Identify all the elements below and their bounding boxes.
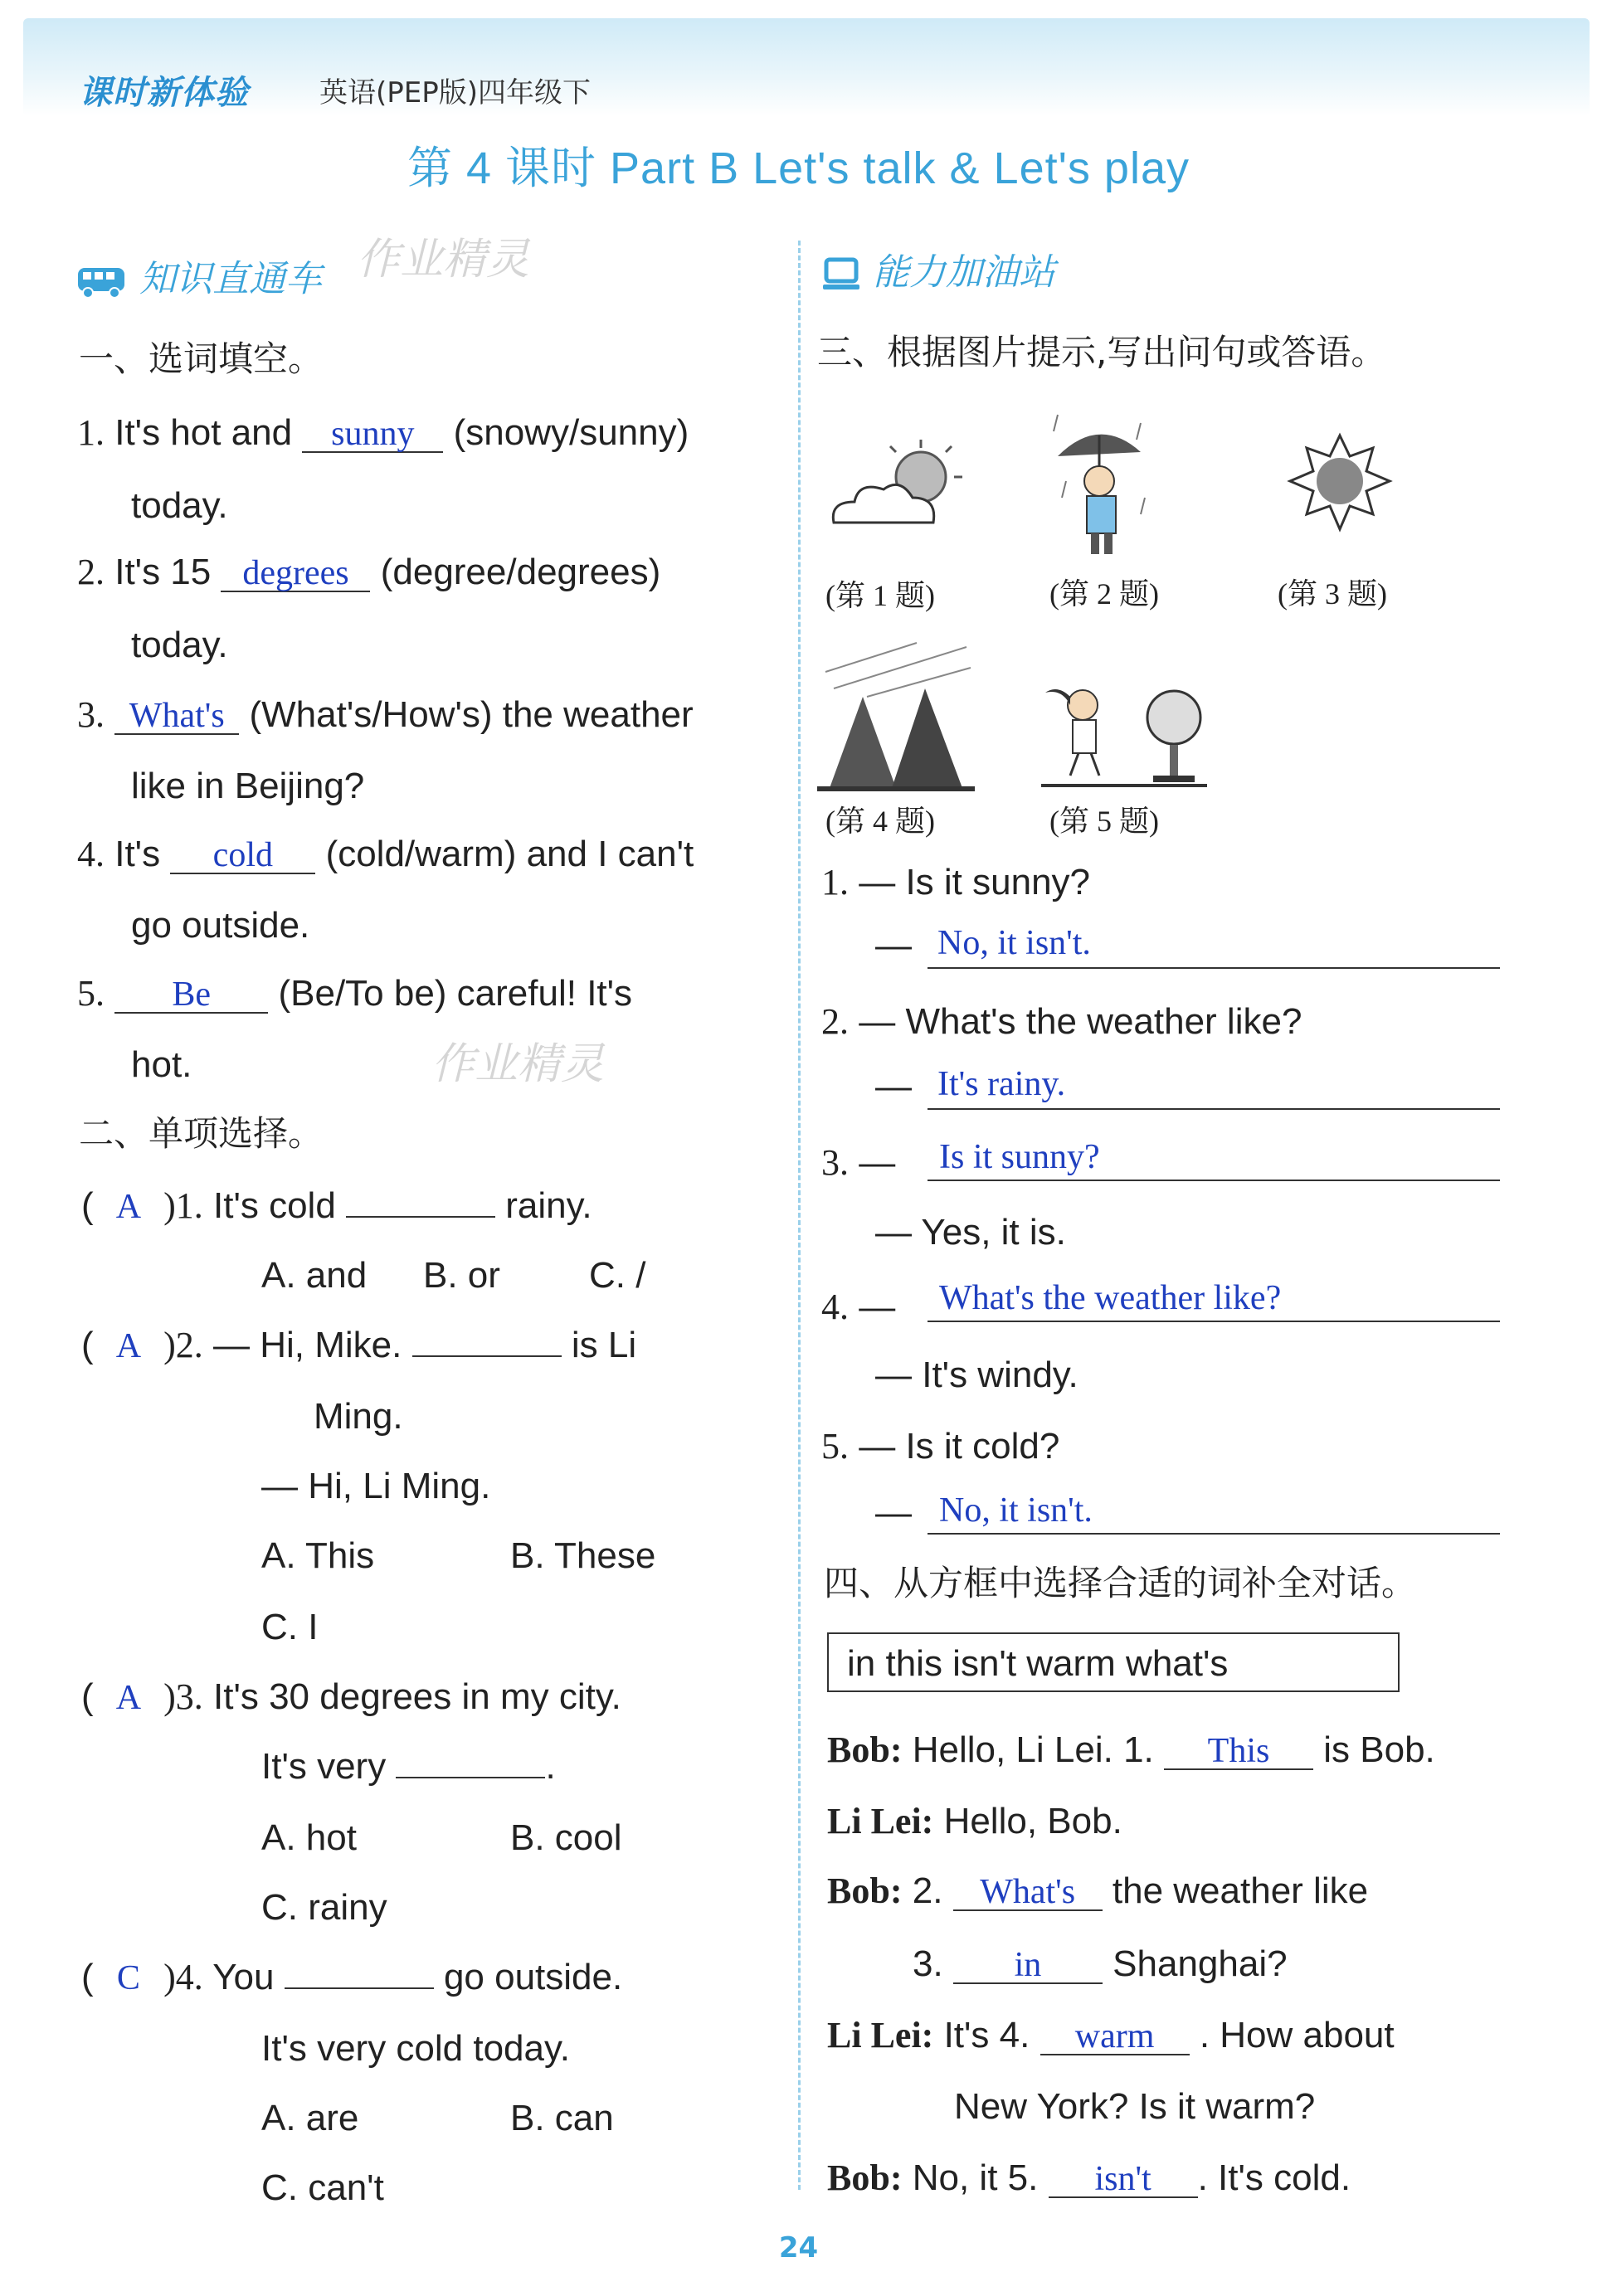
p3-q4-underline bbox=[928, 1321, 1500, 1322]
p2-q1-line1: ( A )1. It's cold rainy. bbox=[81, 1185, 592, 1226]
p1-q2-line1: 2. It's 15 degrees (degree/degrees) bbox=[77, 552, 661, 592]
p2-q4-answer[interactable]: C bbox=[116, 1959, 140, 1997]
p1-q1-line1: 1. It's hot and sunny (snowy/sunny) bbox=[77, 412, 689, 453]
p1-q5-line2: hot. bbox=[131, 1044, 192, 1085]
p1-q2-answer[interactable]: degrees bbox=[221, 556, 370, 592]
p2-q4-opt-a: A. are bbox=[261, 2098, 359, 2138]
page-number: 24 bbox=[778, 2231, 819, 2264]
p2-q3-opt-a: A. hot bbox=[261, 1817, 357, 1858]
p4-a5[interactable]: isn't bbox=[1049, 2162, 1198, 2198]
p4-d2: Li Lei: Hello, Bob. bbox=[827, 1801, 1122, 1841]
header-band bbox=[23, 18, 1590, 116]
p2-q1-opt-b: B. or bbox=[423, 1255, 500, 1296]
pic5-label: (第 5 题) bbox=[1049, 805, 1159, 838]
p4-d5: Li Lei: It's 4. warm . How about bbox=[827, 2015, 1395, 2055]
p2-q4-line1: ( C )4. You go outside. bbox=[81, 1957, 623, 1997]
p3-q2-answer[interactable]: It's rainy. bbox=[937, 1065, 1066, 1103]
p3-q2: 2. — What's the weather like? bbox=[821, 1001, 1302, 1042]
column-divider bbox=[798, 241, 801, 2190]
p3-q2-underline bbox=[928, 1108, 1500, 1110]
p2-q3-answer[interactable]: A bbox=[115, 1679, 142, 1717]
p2-q1-opt-c: C. / bbox=[589, 1255, 646, 1296]
p2-q2-line2: Ming. bbox=[314, 1396, 403, 1437]
part2-heading: 二、单项选择。 bbox=[79, 1113, 324, 1154]
p1-q5-answer[interactable]: Be bbox=[114, 977, 268, 1014]
p2-q1-opt-a: A. and bbox=[261, 1255, 368, 1296]
p1-q4-answer[interactable]: cold bbox=[170, 838, 315, 874]
p2-q2-line1: ( A )2. — Hi, Mike. is Li bbox=[81, 1325, 637, 1365]
part1-heading: 一、选词填空。 bbox=[79, 338, 324, 379]
p1-q2-line2: today. bbox=[131, 625, 228, 665]
p1-q4-line2: go outside. bbox=[131, 905, 310, 946]
pic4-label: (第 4 题) bbox=[825, 805, 935, 838]
rain-boy-picture bbox=[1049, 406, 1157, 564]
p3-q4-num: 4. — bbox=[821, 1287, 896, 1327]
p3-q1-underline bbox=[928, 967, 1500, 969]
p3-q1-answer[interactable]: No, it isn't. bbox=[937, 924, 1091, 962]
bus-icon bbox=[75, 261, 129, 301]
windy-trees-picture bbox=[817, 639, 975, 792]
p1-q5-line1: 5. Be (Be/To be) careful! It's bbox=[77, 973, 633, 1014]
p1-q1-answer[interactable]: sunny bbox=[302, 416, 443, 453]
p1-q3-answer[interactable]: What's bbox=[114, 698, 239, 735]
watermark-2: 作业精灵 bbox=[431, 1039, 605, 1089]
p4-d7: Bob: No, it 5. isn't . It's cold. bbox=[827, 2157, 1351, 2198]
p3-q5-dash: — bbox=[875, 1492, 912, 1533]
p3-q1-dash: — bbox=[875, 925, 912, 966]
p3-q1: 1. — Is it sunny? bbox=[821, 862, 1091, 902]
p2-q2-opt-b: B. These bbox=[510, 1535, 656, 1576]
watermark: 作业精灵 bbox=[357, 235, 530, 285]
fan-girl-picture bbox=[1041, 672, 1207, 796]
section-right-title: 能力加油站 bbox=[821, 242, 1055, 295]
sun-cloud-picture bbox=[821, 431, 971, 539]
p3-q3-num: 3. — bbox=[821, 1142, 896, 1183]
part4-heading: 四、从方框中选择合适的词补全对话。 bbox=[824, 1563, 1417, 1603]
p3-q5: 5. — Is it cold? bbox=[821, 1426, 1060, 1467]
pic2-label: (第 2 题) bbox=[1049, 577, 1159, 610]
p4-a3[interactable]: in bbox=[953, 1948, 1103, 1984]
lesson-title: 第 4 课时 Part B Let's talk & Let's play bbox=[407, 144, 1190, 193]
p2-q3-opt-b: B. cool bbox=[510, 1817, 622, 1858]
p4-d3: Bob: 2. What's the weather like bbox=[827, 1870, 1369, 1911]
p2-q4-opt-c: C. can't bbox=[261, 2167, 384, 2208]
p3-q3-reply: — Yes, it is. bbox=[875, 1212, 1066, 1253]
p2-q1-answer[interactable]: A bbox=[115, 1188, 142, 1226]
p4-d4: 3. in Shanghai? bbox=[913, 1943, 1288, 1984]
p3-q5-underline bbox=[928, 1533, 1500, 1535]
p3-q3-answer[interactable]: Is it sunny? bbox=[939, 1138, 1100, 1176]
p3-q3-underline bbox=[928, 1180, 1500, 1181]
word-box: in this isn't warm what's bbox=[827, 1632, 1400, 1692]
p1-q3-line1: 3. What's (What's/How's) the weather bbox=[77, 694, 694, 735]
p4-d1: Bob: Hello, Li Lei. 1. This is Bob. bbox=[827, 1729, 1435, 1770]
computer-icon bbox=[821, 255, 863, 294]
p2-q3-line1: ( A )3. It's 30 degrees in my city. bbox=[81, 1676, 621, 1717]
p2-q3-opt-c: C. rainy bbox=[261, 1887, 387, 1928]
p2-q2-opt-c: C. I bbox=[261, 1607, 319, 1647]
p2-q2-line3: — Hi, Li Ming. bbox=[261, 1466, 491, 1506]
p2-q3-line2: It's very . bbox=[261, 1746, 556, 1787]
p2-q2-answer[interactable]: A bbox=[115, 1327, 142, 1365]
p4-a2[interactable]: What's bbox=[953, 1875, 1103, 1911]
pic1-label: (第 1 题) bbox=[825, 579, 935, 612]
p4-a4[interactable]: warm bbox=[1040, 2019, 1190, 2055]
p1-q1-line2: today. bbox=[131, 485, 228, 526]
p4-a1[interactable]: This bbox=[1164, 1734, 1313, 1770]
book-subtitle: 英语(PEP版)四年级下 bbox=[319, 76, 592, 109]
pic3-label: (第 3 题) bbox=[1278, 577, 1387, 610]
p3-q4-answer[interactable]: What's the weather like? bbox=[939, 1279, 1282, 1317]
p1-q4-line1: 4. It's cold (cold/warm) and I can't bbox=[77, 834, 694, 874]
p4-d6: New York? Is it warm? bbox=[954, 2086, 1316, 2127]
part3-heading: 三、根据图片提示,写出问句或答语。 bbox=[817, 332, 1386, 372]
sun-picture bbox=[1282, 431, 1398, 539]
p1-q3-line2: like in Beijing? bbox=[131, 766, 365, 806]
p3-q2-dash: — bbox=[875, 1066, 912, 1107]
p3-q4-reply: — It's windy. bbox=[875, 1355, 1078, 1395]
p2-q4-line2: It's very cold today. bbox=[261, 2028, 570, 2069]
p2-q4-opt-b: B. can bbox=[510, 2098, 614, 2138]
p2-q2-opt-a: A. This bbox=[261, 1535, 375, 1576]
p3-q5-answer[interactable]: No, it isn't. bbox=[939, 1491, 1093, 1530]
section-left-title: 知识直通车 bbox=[75, 249, 322, 302]
brand-logo: 课时新体验 bbox=[79, 75, 249, 111]
